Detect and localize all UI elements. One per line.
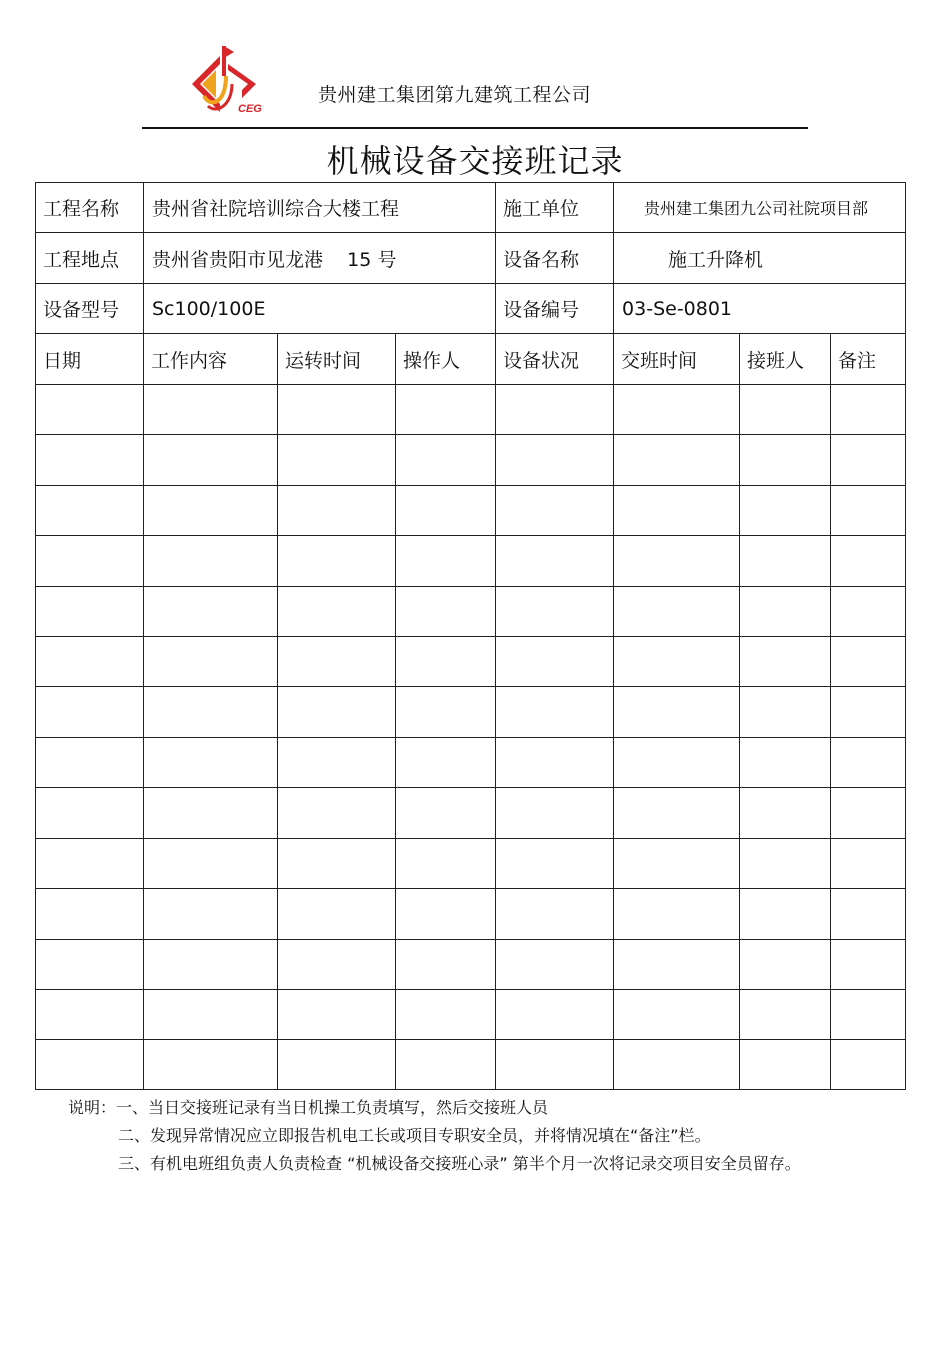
log-cell bbox=[614, 536, 740, 586]
log-cell bbox=[496, 1040, 614, 1090]
equipment-no-label: 设备编号 bbox=[496, 283, 614, 333]
log-cell bbox=[36, 384, 144, 434]
log-cell bbox=[614, 990, 740, 1040]
log-cell bbox=[278, 788, 396, 838]
log-cell bbox=[36, 838, 144, 888]
log-cell bbox=[831, 889, 906, 939]
log-cell bbox=[278, 586, 396, 636]
log-cell bbox=[278, 536, 396, 586]
log-cell bbox=[740, 435, 831, 485]
log-cell bbox=[396, 384, 496, 434]
log-cell bbox=[144, 536, 278, 586]
log-cell bbox=[740, 586, 831, 636]
project-name-label: 工程名称 bbox=[36, 183, 144, 233]
project-name-value: 贵州省社院培训综合大楼工程 bbox=[144, 183, 496, 233]
log-cell bbox=[831, 536, 906, 586]
log-cell bbox=[614, 687, 740, 737]
log-cell bbox=[396, 636, 496, 686]
log-row bbox=[36, 1040, 906, 1090]
log-cell bbox=[396, 990, 496, 1040]
log-cell bbox=[831, 737, 906, 787]
log-cell bbox=[614, 586, 740, 636]
log-cell bbox=[496, 889, 614, 939]
log-cell bbox=[496, 536, 614, 586]
log-cell bbox=[831, 485, 906, 535]
log-cell bbox=[614, 737, 740, 787]
column-header-remarks: 备注 bbox=[831, 334, 906, 384]
log-cell bbox=[144, 586, 278, 636]
log-cell bbox=[496, 485, 614, 535]
log-row bbox=[36, 990, 906, 1040]
note-line: 三、有机电班组负责人负责检查 “机械设备交接班心录” 第半个月一次将记录交项目安全员留存。 bbox=[118, 1154, 801, 1173]
log-cell bbox=[396, 889, 496, 939]
column-header-date: 日期 bbox=[36, 334, 144, 384]
log-cell bbox=[144, 1040, 278, 1090]
log-cell bbox=[396, 737, 496, 787]
log-cell bbox=[614, 939, 740, 989]
log-cell bbox=[740, 384, 831, 434]
header-divider bbox=[142, 127, 808, 129]
log-cell bbox=[831, 788, 906, 838]
log-cell bbox=[396, 485, 496, 535]
log-cell bbox=[496, 435, 614, 485]
record-table bbox=[35, 182, 906, 1090]
log-cell bbox=[144, 838, 278, 888]
column-header-work: 工作内容 bbox=[144, 334, 278, 384]
log-cell bbox=[740, 788, 831, 838]
column-header-condition: 设备状况 bbox=[496, 334, 614, 384]
log-cell bbox=[144, 889, 278, 939]
log-cell bbox=[36, 435, 144, 485]
log-cell bbox=[496, 636, 614, 686]
log-cell bbox=[496, 687, 614, 737]
log-cell bbox=[144, 788, 278, 838]
log-cell bbox=[36, 737, 144, 787]
log-row bbox=[36, 586, 906, 636]
log-row bbox=[36, 889, 906, 939]
equipment-name-label: 设备名称 bbox=[496, 233, 614, 283]
log-cell bbox=[144, 939, 278, 989]
log-row bbox=[36, 435, 906, 485]
log-cell bbox=[831, 687, 906, 737]
log-cell bbox=[144, 384, 278, 434]
log-cell bbox=[278, 1040, 396, 1090]
log-cell bbox=[831, 1040, 906, 1090]
log-cell bbox=[144, 485, 278, 535]
log-cell bbox=[831, 586, 906, 636]
column-header-handover-time: 交班时间 bbox=[614, 334, 740, 384]
note-line: 说明：一、当日交接班记录有当日机操工负责填写，然后交接班人员 bbox=[68, 1098, 549, 1117]
log-cell bbox=[831, 838, 906, 888]
log-cell bbox=[36, 939, 144, 989]
log-cell bbox=[278, 939, 396, 989]
log-cell bbox=[614, 636, 740, 686]
log-cell bbox=[278, 435, 396, 485]
log-cell bbox=[36, 788, 144, 838]
note-line: 二、发现异常情况应立即报告机电工长或项目专职安全员，并将情况填在“备注”栏。 bbox=[118, 1126, 711, 1145]
log-cell bbox=[740, 737, 831, 787]
company-name: 贵州建工集团第九建筑工程公司 bbox=[318, 84, 592, 106]
log-cell bbox=[614, 384, 740, 434]
log-cell bbox=[496, 788, 614, 838]
log-cell bbox=[36, 536, 144, 586]
log-cell bbox=[614, 435, 740, 485]
log-cell bbox=[278, 687, 396, 737]
log-cell bbox=[614, 838, 740, 888]
log-row bbox=[36, 384, 906, 434]
log-cell bbox=[740, 838, 831, 888]
equipment-name-value: 施工升降机 bbox=[614, 233, 906, 283]
log-cell bbox=[740, 687, 831, 737]
log-cell bbox=[831, 636, 906, 686]
log-cell bbox=[496, 384, 614, 434]
log-cell bbox=[36, 485, 144, 535]
log-cell bbox=[614, 889, 740, 939]
log-cell bbox=[496, 838, 614, 888]
log-cell bbox=[396, 838, 496, 888]
log-cell bbox=[278, 485, 396, 535]
log-cell bbox=[36, 636, 144, 686]
log-cell bbox=[614, 1040, 740, 1090]
log-cell bbox=[831, 435, 906, 485]
log-cell bbox=[831, 939, 906, 989]
log-cell bbox=[36, 889, 144, 939]
model-label: 设备型号 bbox=[36, 283, 144, 333]
contractor-value: 贵州建工集团九公司社院项目部 bbox=[614, 183, 906, 233]
log-row bbox=[36, 636, 906, 686]
log-cell bbox=[740, 485, 831, 535]
log-cell bbox=[740, 1040, 831, 1090]
page-title: 机械设备交接班记录 bbox=[326, 142, 624, 180]
log-cell bbox=[278, 737, 396, 787]
column-header-operator: 操作人 bbox=[396, 334, 496, 384]
log-cell bbox=[396, 687, 496, 737]
equipment-no-value: 03-Se-0801 bbox=[614, 283, 906, 333]
company-logo bbox=[186, 44, 268, 116]
log-cell bbox=[396, 939, 496, 989]
log-cell bbox=[396, 435, 496, 485]
location-value: 贵州省贵阳市见龙港 15 号 bbox=[144, 233, 496, 283]
log-cell bbox=[278, 636, 396, 686]
log-cell bbox=[831, 990, 906, 1040]
log-body bbox=[36, 384, 906, 1089]
log-cell bbox=[144, 636, 278, 686]
log-cell bbox=[396, 536, 496, 586]
log-cell bbox=[36, 1040, 144, 1090]
log-row bbox=[36, 838, 906, 888]
log-cell bbox=[496, 586, 614, 636]
log-cell bbox=[614, 485, 740, 535]
log-cell bbox=[740, 939, 831, 989]
log-cell bbox=[740, 990, 831, 1040]
log-row bbox=[36, 788, 906, 838]
log-cell bbox=[278, 889, 396, 939]
contractor-label: 施工单位 bbox=[496, 183, 614, 233]
info-row bbox=[36, 183, 906, 233]
log-cell bbox=[144, 435, 278, 485]
info-row bbox=[36, 233, 906, 283]
log-row bbox=[36, 687, 906, 737]
logo-text: CEG bbox=[238, 103, 262, 115]
log-cell bbox=[36, 990, 144, 1040]
model-value: Sc100/100E bbox=[144, 283, 496, 333]
log-cell bbox=[396, 586, 496, 636]
log-cell bbox=[614, 788, 740, 838]
log-row bbox=[36, 737, 906, 787]
column-header-runtime: 运转时间 bbox=[278, 334, 396, 384]
log-cell bbox=[396, 1040, 496, 1090]
log-cell bbox=[144, 687, 278, 737]
log-row bbox=[36, 536, 906, 586]
log-cell bbox=[278, 384, 396, 434]
info-row bbox=[36, 283, 906, 333]
log-cell bbox=[740, 636, 831, 686]
log-cell bbox=[740, 536, 831, 586]
log-row bbox=[36, 939, 906, 989]
log-cell bbox=[740, 889, 831, 939]
column-header-row bbox=[36, 334, 906, 384]
log-cell bbox=[36, 687, 144, 737]
log-cell bbox=[496, 990, 614, 1040]
log-cell bbox=[831, 384, 906, 434]
notes bbox=[68, 1094, 801, 1178]
log-cell bbox=[278, 990, 396, 1040]
log-cell bbox=[496, 737, 614, 787]
log-cell bbox=[396, 788, 496, 838]
column-header-receiver: 接班人 bbox=[740, 334, 831, 384]
location-label: 工程地点 bbox=[36, 233, 144, 283]
log-cell bbox=[144, 737, 278, 787]
log-row bbox=[36, 485, 906, 535]
log-cell bbox=[36, 586, 144, 636]
log-cell bbox=[496, 939, 614, 989]
log-cell bbox=[278, 838, 396, 888]
log-cell bbox=[144, 990, 278, 1040]
